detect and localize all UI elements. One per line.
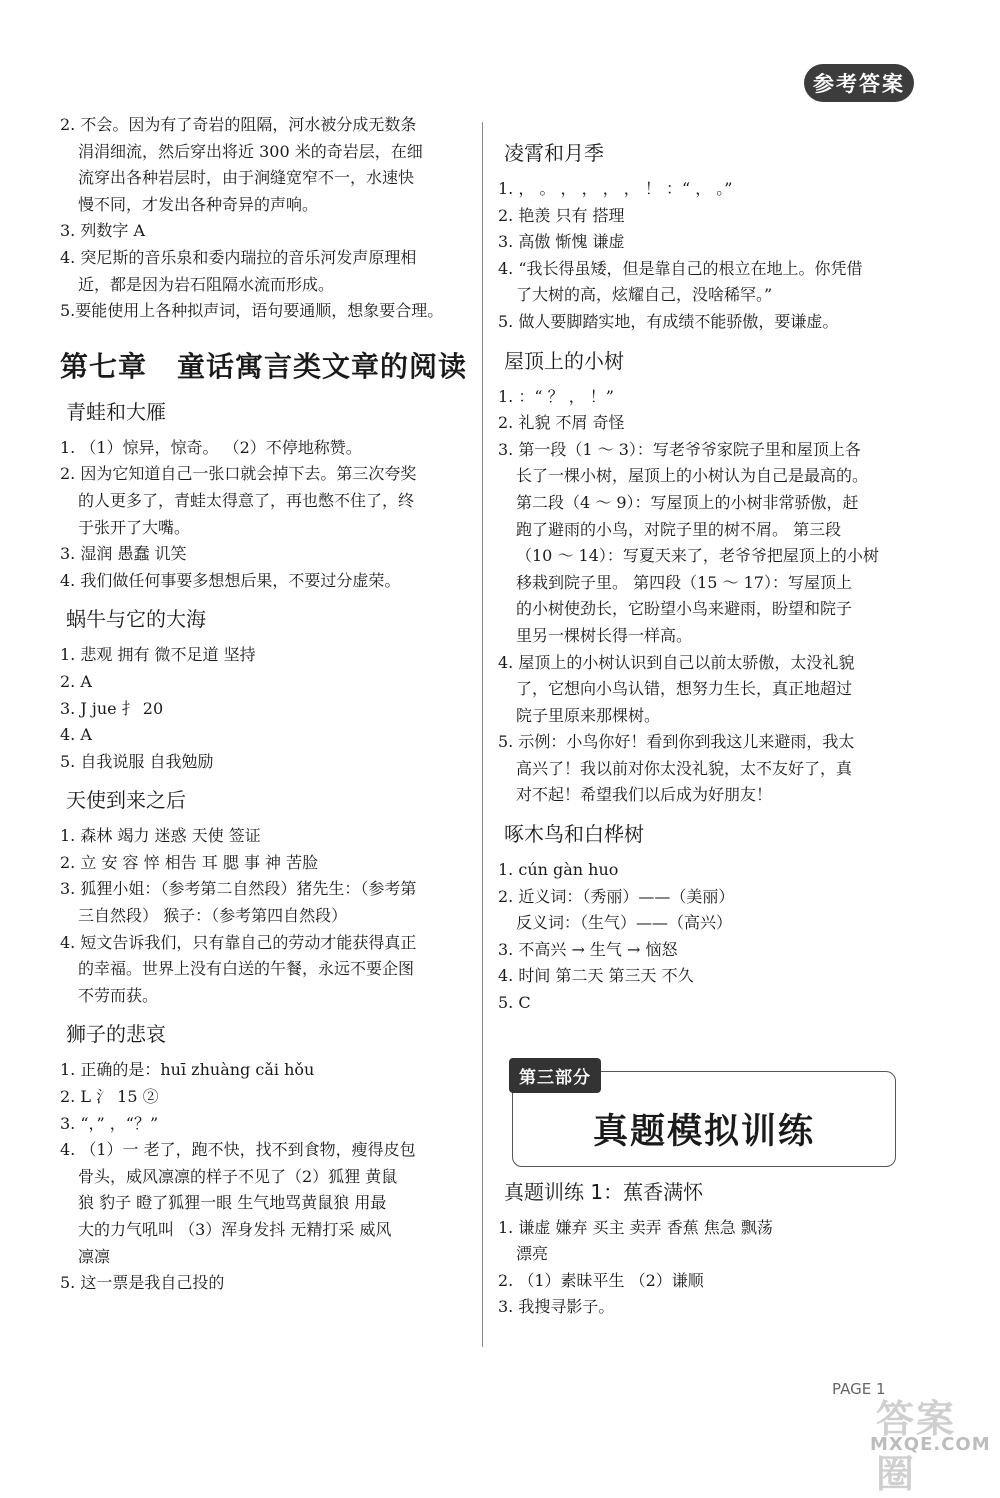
answer-line: 2. 礼貌 不屑 奇怪 (498, 413, 625, 433)
left-sections (60, 399, 470, 1297)
answer-line: 4. 时间 第二天 第三天 不久 (498, 966, 694, 986)
answer-line: 长了一棵小树，屋顶上的小树认为自己是最高的。 (516, 466, 869, 486)
answer-line: 2. 立 安 容 悴 相告 耳 腮 事 神 苦脸 (60, 852, 319, 872)
answer-line: 于张开了大嘴。 (78, 517, 191, 537)
answer-line: 了，它想向小鸟认错，想努力生长，真正地超过 (516, 679, 853, 699)
answer-line: 流穿出各种岩层时，由于涧缝宽窄不一，水速快 (78, 168, 415, 188)
answer-line: 4. “我长得虽矮，但是靠自己的根立在地上。你凭借 (498, 258, 863, 278)
part-three-banner (512, 1067, 896, 1167)
answer-section (60, 399, 470, 595)
answer-line: 5. C (498, 993, 531, 1013)
answer-line: 凛凛 (78, 1246, 111, 1266)
answer-section (60, 1021, 470, 1296)
watermark-logo (870, 1388, 992, 1496)
answer-line: 近，都是因为岩石阻隔水流而形成。 (78, 274, 335, 294)
answer-line: 里另一棵树长得一样高。 (516, 625, 693, 645)
answer-line: 5. 这一票是我自己投的 (60, 1273, 225, 1293)
answer-line: 跑了避雨的小鸟，对院子里的树不屑。 第三段 (516, 519, 842, 539)
answer-line: 4. 突尼斯的音乐泉和委内瑞拉的音乐河发声原理相 (60, 247, 417, 267)
answer-line: 1. 正确的是：huī zhuàng cǎi hǒu (60, 1060, 315, 1080)
answer-line: 院子里原来那棵树。 (516, 705, 661, 725)
answer-line: 骨头，威风凛凛的样子不见了（2）狐狸 黄鼠 (78, 1166, 398, 1186)
section-title: 凌霄和月季 (504, 141, 604, 165)
answer-line: 漂亮 (516, 1244, 549, 1264)
answer-line: 3. 我搜寻影子。 (498, 1297, 615, 1317)
answer-line: 1. 谦虚 嫌弃 买主 卖弄 香蕉 焦急 飘荡 (498, 1217, 773, 1237)
answer-line: 的人更多了，青蛙太得意了，再也憋不住了，终 (78, 490, 415, 510)
answer-line: 4. 短文告诉我们，只有靠自己的劳动才能获得真正 (60, 932, 417, 952)
answer-line: 3. 狐狸小姐：（参考第二自然段）猪先生：（参考第 (60, 879, 417, 899)
answer-line: 狼 豹子 瞪了狐狸一眼 生气地骂黄鼠狼 用最 (78, 1193, 387, 1213)
answer-line: 涓涓细流，然后穿出将近 300 米的奇岩层，在细 (78, 141, 423, 161)
answer-line: 5. 做人要脚踏实地，有成绩不能骄傲，要谦虚。 (498, 311, 839, 331)
answer-line: 4. 我们做任何事要多想想后果，不要过分虚荣。 (60, 570, 401, 590)
answer-line: 2. 艳羡 只有 搭理 (498, 205, 625, 225)
left-column (60, 112, 470, 1297)
exam-section (498, 1179, 903, 1321)
answer-line: 1. （1）惊异，惊奇。 （2）不停地称赞。 (60, 437, 362, 457)
answer-line: 2. L 氵 15 ② (60, 1087, 159, 1107)
section-title: 屋顶上的小树 (504, 348, 624, 373)
answer-line: 不劳而获。 (78, 985, 159, 1005)
answer-section (498, 140, 903, 336)
answer-line: 3. 不高兴 → 生气 → 恼怒 (498, 939, 678, 959)
section-title: 青蛙和大雁 (66, 399, 166, 424)
answer-line: 3. 列数字 A (60, 221, 145, 241)
intro-answers (60, 112, 470, 325)
answer-section (498, 1179, 903, 1321)
section-title: 啄木鸟和白桦树 (504, 822, 644, 847)
answer-line: 2. 因为它知道自己一张口就会掉下去。第三次夸奖 (60, 464, 417, 484)
answer-line: 1. 悲观 拥有 微不足道 坚持 (60, 645, 256, 665)
answer-line: 1. ， 。 ， ， ， ， ！ ：“ ， 。” (498, 179, 733, 198)
answer-line: 3. “，” ，“？” (60, 1113, 159, 1133)
section-title: 天使到来之后 (66, 788, 186, 813)
part-tag: 第三部分 (509, 1058, 601, 1093)
chapter-heading (60, 347, 470, 387)
answer-line: 5.要能使用上各种拟声词，语句要通顺，想象要合理。 (60, 301, 444, 321)
answer-section (60, 606, 470, 775)
answer-line: 4. A (60, 725, 92, 745)
part-title: 真题模拟训练 (592, 1111, 815, 1152)
answer-line: 第二段（4 ～ 9）：写屋顶上的小树非常骄傲，赶 (516, 492, 859, 512)
answer-line: 1. 森林 竭力 迷惑 天使 签证 (60, 826, 261, 846)
answer-line: 3. J jue 扌 20 (60, 698, 164, 718)
column-divider (482, 122, 483, 1347)
answer-section (498, 348, 903, 810)
answer-line: 了大树的高，炫耀自己，没啥稀罕。” (516, 285, 773, 305)
answer-line: 3. 湿润 愚蠢 讥笑 (60, 544, 187, 564)
answer-key-badge: 参考答案 (804, 64, 914, 102)
answer-line: 的幸福。世界上没有白送的午餐，永远不要企图 (78, 959, 415, 979)
answer-section (60, 787, 470, 1009)
answer-line: 反义词：（生气）——（高兴） (516, 913, 733, 933)
answer-line: 2. A (60, 671, 92, 691)
answer-line: 2. （1）素昧平生 （2）谦顺 (498, 1270, 704, 1290)
right-column (498, 128, 903, 1321)
page-footer: PAGE 1 (832, 1380, 886, 1398)
answer-line: 慢不同，才发出各种奇异的声响。 (78, 194, 319, 214)
right-sections (498, 140, 903, 1017)
answer-line: 4. （1）一 老了，跑不快，找不到食物，瘦得皮包 (60, 1140, 416, 1160)
answer-line: 5. 自我说服 自我勉励 (60, 751, 214, 771)
answer-line: 三自然段） 猴子：（参考第四自然段） (78, 906, 348, 926)
answer-line: （10 ～ 14）：写夏天来了，老爷爷把屋顶上的小树 (516, 546, 879, 566)
watermark-main: 答案圈 (876, 1397, 957, 1496)
answer-line: 1. ：“ ？ ， ！” (498, 386, 614, 406)
answer-line: 3. 高傲 惭愧 谦虚 (498, 232, 625, 252)
answer-line: 的小树使劲长，它盼望小鸟来避雨，盼望和院子 (516, 599, 853, 619)
section-title: 蜗牛与它的大海 (66, 607, 206, 632)
answer-line: 对不起！希望我们以后成为好朋友！ (516, 785, 773, 805)
answer-line: 大的力气吼叫 （3）浑身发抖 无精打采 威风 (78, 1220, 392, 1239)
section-title: 真题训练 1：蕉香满怀 (504, 1179, 704, 1204)
answer-line: 4. 屋顶上的小树认识到自己以前太骄傲，太没礼貌 (498, 652, 855, 672)
answer-line: 5. 示例：小鸟你好！看到你到我这儿来避雨，我太 (498, 732, 855, 752)
answer-section (498, 821, 903, 1017)
chapter-number: 第七章 (60, 349, 148, 383)
watermark-sub: MXQE.COM (870, 1434, 991, 1455)
answer-line: 移栽到院子里。 第四段（15 ～ 17）：写屋顶上 (516, 572, 852, 592)
section-title: 狮子的悲哀 (66, 1022, 166, 1047)
answer-line: 2. 不会。因为有了奇岩的阻隔，河水被分成无数条 (60, 115, 417, 134)
answer-line: 高兴了！我以前对你太没礼貌，太不友好了，真 (516, 758, 853, 778)
answer-line: 2. 近义词：（秀丽）——（美丽） (498, 886, 735, 906)
answer-line: 3. 第一段（1 ～ 3）：写老爷爷家院子里和屋顶上各 (498, 439, 861, 459)
answer-line: 1. cún gàn huo (498, 860, 619, 880)
chapter-title: 童话寓言类文章的阅读 (177, 349, 468, 383)
